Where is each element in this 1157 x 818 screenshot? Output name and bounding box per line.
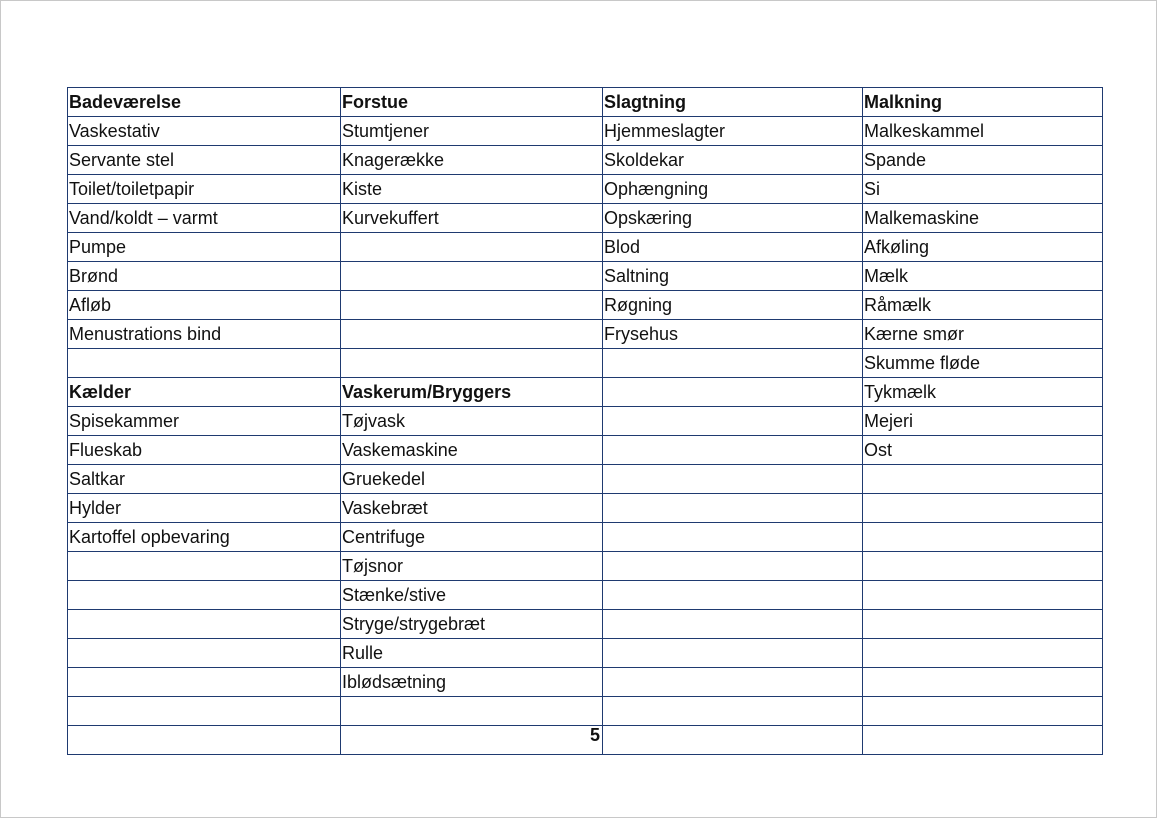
table-cell — [863, 581, 1103, 610]
table-cell: Ost — [863, 436, 1103, 465]
table-row — [68, 494, 1103, 523]
table-cell — [863, 494, 1103, 523]
table-cell: Tøjsnor — [341, 552, 603, 581]
table-cell: Afkøling — [863, 233, 1103, 262]
table-cell: Pumpe — [68, 233, 341, 262]
table-cell: Afløb — [68, 291, 341, 320]
table-row — [68, 436, 1103, 465]
table-cell — [603, 726, 863, 755]
table-cell — [68, 639, 341, 668]
table-cell: Vaskemaskine — [341, 436, 603, 465]
table-cell — [603, 523, 863, 552]
table-row — [68, 146, 1103, 175]
table-cell — [863, 726, 1103, 755]
table-cell — [863, 697, 1103, 726]
table-row — [68, 117, 1103, 146]
table-row — [68, 204, 1103, 233]
table-cell — [603, 639, 863, 668]
table-cell: Tøjvask — [341, 407, 603, 436]
header-cell-slagtning: Slagtning — [603, 88, 863, 117]
table-cell — [603, 610, 863, 639]
table-cell: Gruekedel — [341, 465, 603, 494]
table-cell — [603, 494, 863, 523]
table-cell: Servante stel — [68, 146, 341, 175]
table-cell — [863, 668, 1103, 697]
table-cell: Knagerække — [341, 146, 603, 175]
table-cell — [68, 581, 341, 610]
header-cell-kaelder: Kælder — [68, 378, 341, 407]
table-cell: Saltning — [603, 262, 863, 291]
table-cell — [341, 726, 603, 755]
table-cell — [341, 233, 603, 262]
table-row — [68, 320, 1103, 349]
table-row — [68, 291, 1103, 320]
table-row — [68, 407, 1103, 436]
table-cell — [863, 523, 1103, 552]
table-cell — [68, 697, 341, 726]
table-cell: Vaskestativ — [68, 117, 341, 146]
table-cell: Hjemmeslagter — [603, 117, 863, 146]
header-cell-badevaerelse: Badeværelse — [68, 88, 341, 117]
table-cell: Mælk — [863, 262, 1103, 291]
table-cell: Centrifuge — [341, 523, 603, 552]
table-cell: Spisekammer — [68, 407, 341, 436]
table-cell: Spande — [863, 146, 1103, 175]
table-row — [68, 639, 1103, 668]
table-row — [68, 610, 1103, 639]
table-cell — [341, 291, 603, 320]
header-cell-malkning: Malkning — [863, 88, 1103, 117]
table-cell — [603, 465, 863, 494]
table-cell: Stumtjener — [341, 117, 603, 146]
table-cell: Kiste — [341, 175, 603, 204]
table-cell: Kartoffel opbevaring — [68, 523, 341, 552]
table-cell — [863, 552, 1103, 581]
table-cell — [341, 320, 603, 349]
table-cell: Brønd — [68, 262, 341, 291]
table-cell — [603, 552, 863, 581]
table-row — [68, 697, 1103, 726]
table-cell: Iblødsætning — [341, 668, 603, 697]
table-cell — [603, 436, 863, 465]
table-cell: Saltkar — [68, 465, 341, 494]
table-row — [68, 88, 1103, 117]
table-cell: Vaskebræt — [341, 494, 603, 523]
table-cell: Kærne smør — [863, 320, 1103, 349]
header-cell-forstue: Forstue — [341, 88, 603, 117]
table-row — [68, 581, 1103, 610]
table-cell: Frysehus — [603, 320, 863, 349]
table-cell: Skumme fløde — [863, 349, 1103, 378]
table-cell: Malkemaskine — [863, 204, 1103, 233]
table-cell: Råmælk — [863, 291, 1103, 320]
table-cell: Blod — [603, 233, 863, 262]
table-cell: Tykmælk — [863, 378, 1103, 407]
table-row — [68, 465, 1103, 494]
table-cell — [603, 407, 863, 436]
table-cell — [603, 697, 863, 726]
table-cell — [863, 639, 1103, 668]
table-cell: Opskæring — [603, 204, 863, 233]
table-cell: Ophængning — [603, 175, 863, 204]
table-cell: Stryge/strygebræt — [341, 610, 603, 639]
table-cell — [68, 726, 341, 755]
header-cell-vaskerum: Vaskerum/Bryggers — [341, 378, 603, 407]
table-cell: Hylder — [68, 494, 341, 523]
table-cell — [68, 668, 341, 697]
inventory-table — [67, 87, 1103, 755]
table-cell — [68, 552, 341, 581]
table-cell — [863, 465, 1103, 494]
table-cell — [341, 262, 603, 291]
table-cell: Rulle — [341, 639, 603, 668]
table-row — [68, 668, 1103, 697]
table-row — [68, 523, 1103, 552]
table-cell: Flueskab — [68, 436, 341, 465]
table-row — [68, 233, 1103, 262]
table-row — [68, 349, 1103, 378]
table-row — [68, 378, 1103, 407]
table-cell: Si — [863, 175, 1103, 204]
table-row — [68, 726, 1103, 755]
table-cell: Menustrations bind — [68, 320, 341, 349]
table-cell — [603, 378, 863, 407]
table-cell — [603, 668, 863, 697]
table-cell: Vand/koldt – varmt — [68, 204, 341, 233]
page-number: 5 — [590, 725, 601, 745]
table-cell: Mejeri — [863, 407, 1103, 436]
table-cell — [863, 610, 1103, 639]
table-cell — [341, 349, 603, 378]
table-cell: Røgning — [603, 291, 863, 320]
table-cell — [341, 697, 603, 726]
table-cell: Malkeskammel — [863, 117, 1103, 146]
table-row — [68, 262, 1103, 291]
table-row — [68, 175, 1103, 204]
table-cell — [603, 349, 863, 378]
table-row — [68, 552, 1103, 581]
table-cell — [68, 610, 341, 639]
table-cell — [68, 349, 341, 378]
table-cell: Kurvekuffert — [341, 204, 603, 233]
table-cell: Stænke/stive — [341, 581, 603, 610]
table-cell: Skoldekar — [603, 146, 863, 175]
table-cell — [603, 581, 863, 610]
table-cell: Toilet/toiletpapir — [68, 175, 341, 204]
